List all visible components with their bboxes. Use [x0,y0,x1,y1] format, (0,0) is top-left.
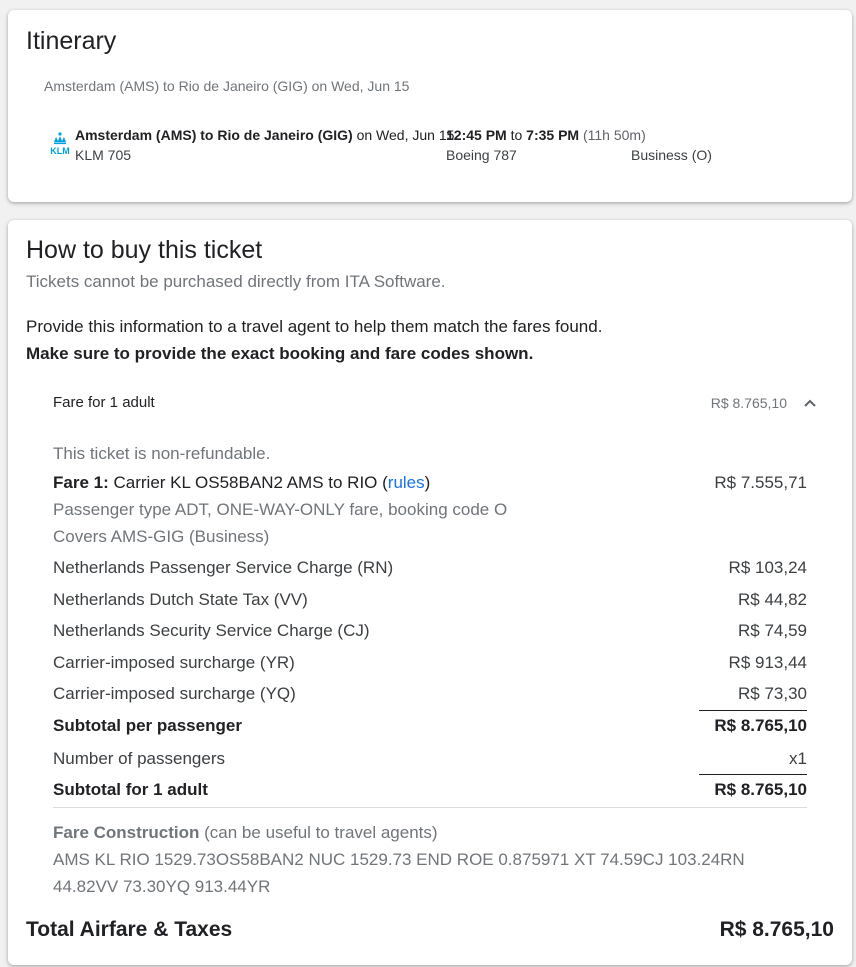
depart-time: 12:45 PM [446,127,507,143]
subtotal-adult-rule [699,774,807,775]
charge-amount: R$ 74,59 [738,621,807,640]
how-to-buy-card: How to buy this ticket Tickets cannot be purchased directly from ITA Software. Provide this information to a travel agent to help them match the fares found. Make sure to provide the exact booking and fare codes shown. Fare for 1 adult R$ 8.765,10 This ticket is non-refundable. Fare 1: Carrier KL OS58BAN2 AMS to RIO (rules) R$ 7.555,71 Passenger type ADT, ONE-WAY-ONLY fare, booking code O Covers AMS-GIG (Business) Netherlands Passenger Service Charge (RN) R$ 103,24 Netherlands Dutch State Tax (VV) R$ 44,82 Netherlands Security Service Charge (CJ) R$ 74,59 Carrier-imposed surcharge (YR) R$ 913,44 Carrier-imposed surcharge (YQ) R$ 73,30 Subtotal per passenger R$ 8.765,10 Number of passengers x1 Subtotal for 1 adult R$ 8.765,10 Fare Construction (can be useful to travel agents) AMS KL RIO 1529.73OS58BAN2 NUC 1529.73 END ROE 0.875971 XT 74.59CJ 103.24RN 44.82VV 73.30YQ 913.44YR Total Airfare & Taxes R$ 8.765,10 [8,220,852,965]
airline-logo-text: KLM [50,146,70,156]
charge-label: Carrier-imposed surcharge (YQ) [53,684,296,703]
segment-route [75,127,454,143]
fare-1-text: Carrier KL OS58BAN2 AMS to RIO ( [113,473,388,492]
charge-amount: R$ 73,30 [738,684,807,703]
charge-label: Netherlands Dutch State Tax (VV) [53,590,308,609]
divider [53,807,807,808]
charge-amount: R$ 103,24 [728,558,807,577]
subtotal-adult-label: Subtotal for 1 adult [53,780,208,799]
flight-segment [48,127,838,169]
subtotal-adult-amount: R$ 8.765,10 [714,780,807,799]
charge-label: Netherlands Passenger Service Charge (RN) [53,558,394,577]
segment-date: on Wed, Jun 15 [356,127,455,143]
agent-instruction: Provide this information to a travel agent to help them match the fares found. [26,317,603,336]
fare-1-description [53,473,430,493]
charge-amount: R$ 913,44 [728,653,807,672]
route-summary: Amsterdam (AMS) to Rio de Janeiro (GIG) on Wed, Jun 15 [44,78,410,94]
flight-number: KLM 705 [75,147,132,163]
subtotal-per-passenger-label: Subtotal per passenger [53,716,242,735]
itinerary-card [8,10,852,202]
fare-1-close-paren: ) [424,473,431,492]
total-airfare-amount: R$ 8.765,10 [719,918,834,941]
arrive-time: 7:35 PM [526,127,580,143]
how-to-buy-title: How to buy this ticket [26,236,263,264]
charge-label: Netherlands Security Service Charge (CJ) [53,621,370,640]
fare-header-amount: R$ 8.765,10 [710,395,787,411]
total-airfare-label: Total Airfare & Taxes [26,918,233,941]
aircraft-type: Boeing 787 [446,147,517,163]
number-of-passengers-value: x1 [789,749,807,768]
klm-crown-icon [48,130,72,158]
subtotal-per-passenger-amount: R$ 8.765,10 [714,716,807,735]
fare-header-toggle[interactable] [53,394,817,416]
fare-1-label: Fare 1: [53,473,109,492]
number-of-passengers-label: Number of passengers [53,749,225,768]
time-separator: to [510,127,523,143]
cabin-class: Business (O) [631,147,712,163]
charge-label: Carrier-imposed surcharge (YR) [53,653,295,672]
how-to-buy-subtitle: Tickets cannot be purchased directly from ITA Software. [26,272,446,291]
chevron-up-icon[interactable] [803,396,817,410]
segment-route-cities: Amsterdam (AMS) to Rio de Janeiro (GIG) [75,127,353,143]
agent-instruction-bold: Make sure to provide the exact booking and fare codes shown. [26,344,534,363]
fare-1-amount: R$ 7.555,71 [714,473,807,492]
itinerary-title: Itinerary [26,27,117,55]
fare-header-label: Fare for 1 adult [53,394,155,411]
charge-amount: R$ 44,82 [738,590,807,609]
rules-link[interactable]: rules [387,473,425,492]
fare-construction-note: (can be useful to travel agents) [204,823,438,842]
flight-duration: (11h 50m) [582,127,646,143]
segment-times [446,127,646,143]
fare-construction-label: Fare Construction [53,823,200,842]
subtotal-rule [699,710,807,711]
